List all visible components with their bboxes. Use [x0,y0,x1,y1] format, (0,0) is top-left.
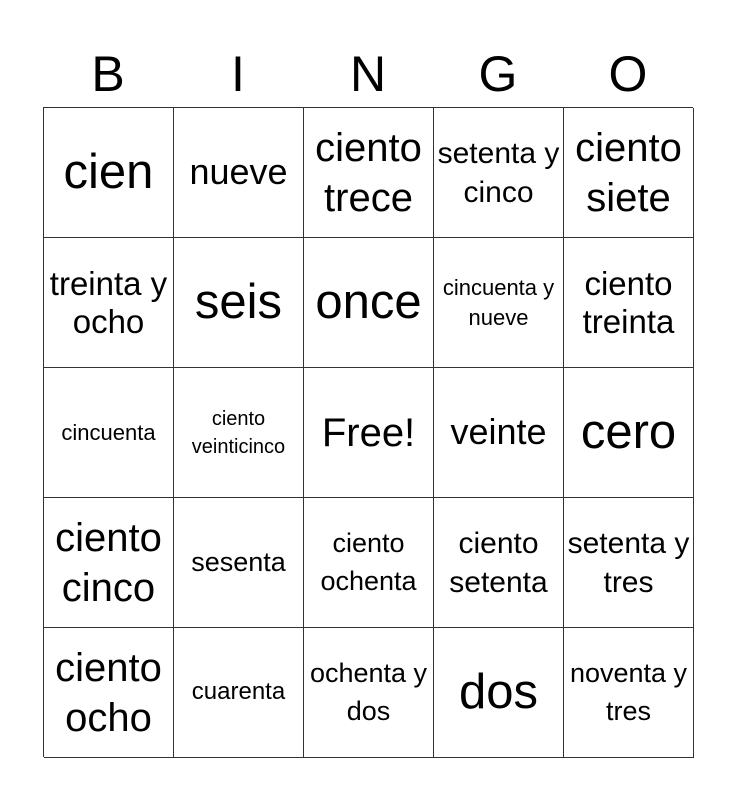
header-letter-b: B [91,46,125,102]
bingo-cell[interactable]: ciento ochenta [304,498,434,628]
bingo-cell[interactable]: nueve [174,108,304,238]
bingo-header [43,42,693,106]
bingo-cell[interactable]: noventa y tres [564,628,694,758]
bingo-cell[interactable]: dos [434,628,564,758]
bingo-grid [43,107,693,757]
bingo-cell[interactable]: ciento siete [564,108,694,238]
bingo-cell[interactable]: seis [174,238,304,368]
bingo-cell[interactable]: ciento ocho [44,628,174,758]
header-letter-n: N [349,46,387,102]
bingo-cell[interactable]: Free! [304,368,434,498]
bingo-cell[interactable]: ciento treinta [564,238,694,368]
bingo-cell[interactable]: ciento setenta [434,498,564,628]
header-letter-o: O [608,46,648,102]
bingo-cell[interactable]: cien [44,108,174,238]
bingo-cell[interactable]: cuarenta [174,628,304,758]
bingo-cell[interactable]: cero [564,368,694,498]
bingo-cell[interactable]: ciento cinco [44,498,174,628]
bingo-cell[interactable]: veinte [434,368,564,498]
bingo-cell[interactable]: ciento veinticinco [174,368,304,498]
header-letter-g: G [478,46,518,102]
bingo-cell[interactable]: ochenta y dos [304,628,434,758]
bingo-cell[interactable]: setenta y cinco [434,108,564,238]
bingo-cell[interactable]: once [304,238,434,368]
bingo-cell[interactable]: ciento trece [304,108,434,238]
bingo-cell[interactable]: treinta y ocho [44,238,174,368]
bingo-cell[interactable]: sesenta [174,498,304,628]
bingo-cell[interactable]: setenta y tres [564,498,694,628]
bingo-cell[interactable]: cincuenta y nueve [434,238,564,368]
header-letter-i: I [231,46,245,102]
bingo-cell[interactable]: cincuenta [44,368,174,498]
